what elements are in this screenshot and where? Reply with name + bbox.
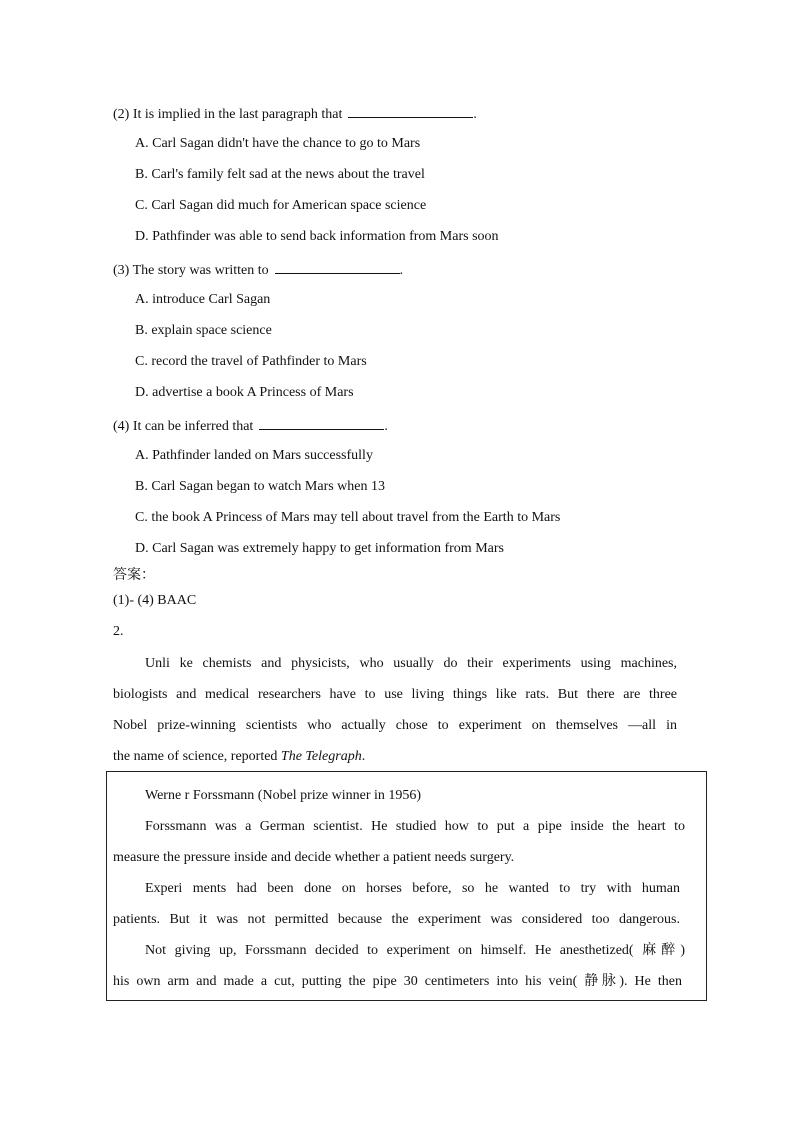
intro-line-4 — [113, 748, 365, 766]
question-2-option-a: A. Carl Sagan didn't have the chance to go to Mars — [135, 136, 421, 151]
question-4-option-c: C. the book A Princess of Mars may tell about travel from the Earth to Mars — [135, 510, 561, 525]
box-p2-line-1: Experi ments had been done on horses before, so he wanted to try with human — [145, 881, 680, 896]
question-2-option-b: B. Carl's family felt sad at the news about the travel — [135, 167, 425, 182]
question-2-option-c: C. Carl Sagan did much for American space science — [135, 198, 427, 213]
answer-blank — [348, 103, 473, 118]
question-3-option-b: B. explain space science — [135, 323, 272, 338]
question-3-stem: (3) The story was written to . — [113, 259, 403, 280]
question-4-stem: (4) It can be inferred that . — [113, 415, 388, 436]
question-2-text: (2) It is implied in the last paragraph that — [113, 107, 343, 122]
intro-line-3: Nobel prize-winning scientists who actually chose to experiment on themselves —all in — [113, 718, 677, 733]
question-4-option-d: D. Carl Sagan was extremely happy to get information from Mars — [135, 541, 504, 556]
profile-box — [106, 771, 707, 1001]
box-p2-line-2: patients. But it was not permitted because the experiment was considered too dangerous. — [113, 912, 680, 927]
question-2-option-d: D. Pathfinder was able to send back information from Mars soon — [135, 229, 499, 244]
question-3-text: (3) The story was written to — [113, 263, 269, 278]
answer-blank — [259, 415, 384, 430]
question-4-text: (4) It can be inferred that — [113, 419, 254, 434]
answer-blank — [275, 259, 400, 274]
intro-line-2: biologists and medical researchers have to use living things like rats. But there are three — [113, 687, 677, 702]
section-number: 2. — [113, 624, 124, 639]
question-4-option-b: B. Carl Sagan began to watch Mars when 13 — [135, 479, 385, 494]
box-heading: Werne r Forssmann (Nobel prize winner in 1956) — [145, 788, 422, 803]
intro-line-1: Unli ke chemists and physicists, who usually do their experiments using machines, — [145, 656, 677, 671]
question-4-option-a: A. Pathfinder landed on Mars successfully — [135, 448, 373, 463]
question-3-option-d: D. advertise a book A Princess of Mars — [135, 385, 354, 400]
question-3-option-c: C. record the travel of Pathfinder to Mars — [135, 354, 367, 369]
answer-label: 答案： — [113, 568, 155, 583]
box-p3-line-1: Not giving up, Forssmann decided to experiment on himself. He anesthetized( 麻醉) — [145, 943, 685, 958]
box-p1-line-1: Forssmann was a German scientist. He studied how to put a pipe inside the heart to — [145, 819, 685, 834]
answer-text: (1)- (4) BAAC — [113, 593, 197, 608]
question-3-option-a: A. introduce Carl Sagan — [135, 292, 271, 307]
publication-name: The Telegraph — [280, 749, 362, 764]
box-p1-line-2: measure the pressure inside and decide whether a patient needs surgery. — [113, 850, 515, 865]
intro-line-4-text: the name of science, reported — [113, 749, 281, 764]
intro-line-4-end: . — [361, 749, 366, 764]
question-2-stem: (2) It is implied in the last paragraph that . — [113, 103, 477, 124]
box-p3-line-2: his own arm and made a cut, putting the pipe 30 centimeters into his vein( 静脉). He then — [113, 974, 682, 989]
